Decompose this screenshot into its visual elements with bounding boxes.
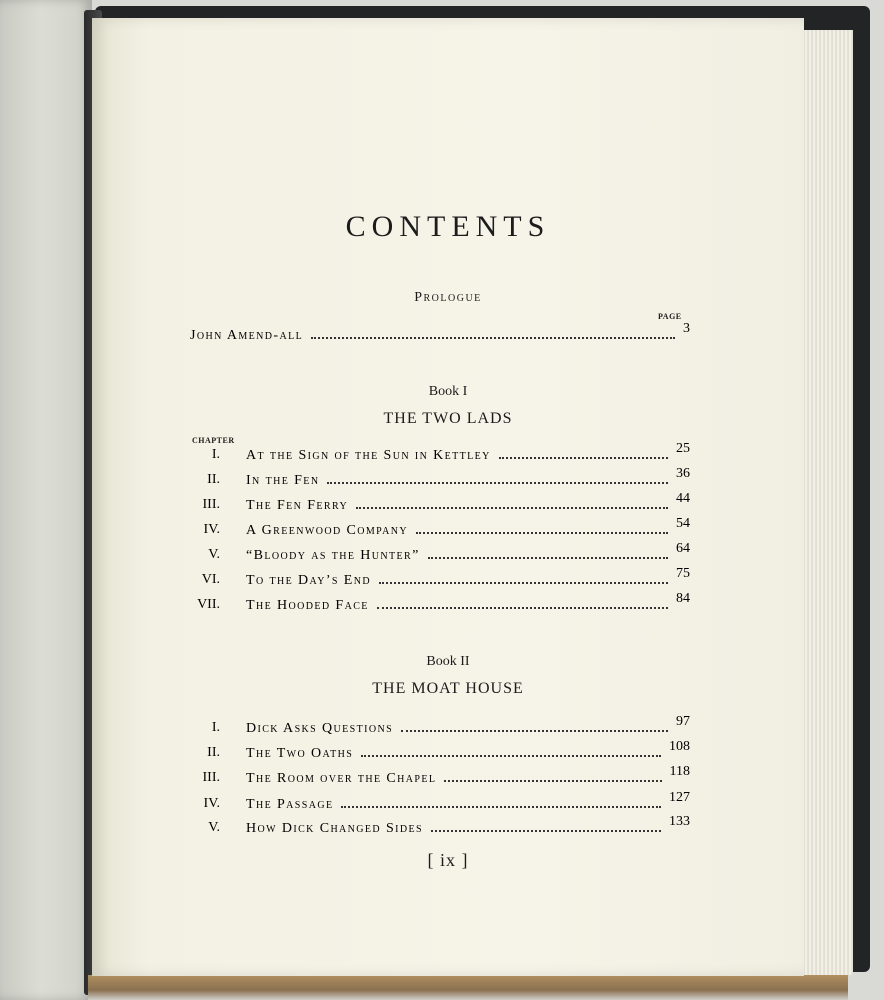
dot-leader [416,522,668,534]
page-number: 25 [676,441,690,456]
book-bottom-edge [88,975,848,1000]
chapter-title: A Greenwood Company [246,523,409,538]
chapter-numeral: I. [211,720,220,735]
chapter-numeral: V. [208,820,220,835]
dot-leader [377,597,668,609]
page-folio: [ ix ] [427,850,469,870]
dot-leader [401,720,668,732]
contents-title: CONTENTS [345,210,551,243]
page-column-label: PAGE [658,312,682,321]
page-number: 118 [669,764,690,779]
chapter-entry[interactable] [190,790,690,816]
book-number: Book I [428,384,468,399]
dot-leader [361,745,661,757]
chapter-title: Dick Asks Questions [246,721,394,736]
chapter-entry[interactable] [190,814,690,840]
chapter-entry[interactable] [190,466,690,492]
chapter-title: The Passage [246,797,334,812]
page-number: 3 [683,321,690,336]
chapter-entry[interactable] [190,566,690,592]
page-block-edges [800,30,853,975]
chapter-entry[interactable] [190,764,690,790]
chapter-numeral: IV. [203,796,220,811]
entry-title: John Amend-all [190,328,304,343]
chapter-entry[interactable] [190,591,690,617]
dot-leader [379,572,668,584]
chapter-entry[interactable] [190,491,690,517]
chapter-column-label: CHAPTER [192,436,235,445]
dot-leader [341,796,661,808]
chapter-numeral: II. [207,745,220,760]
page-number: 44 [676,491,690,506]
chapter-numeral: IV. [203,522,220,537]
dot-leader [444,770,661,782]
page-number: 84 [676,591,690,606]
page-number: 54 [676,516,690,531]
dot-leader [327,472,668,484]
chapter-numeral: III. [202,770,220,785]
chapter-entry[interactable] [190,541,690,567]
chapter-entry[interactable] [190,739,690,765]
chapter-title: To the Day’s End [246,573,371,588]
page-number: 108 [669,739,690,754]
chapter-numeral: I. [211,447,220,462]
dot-leader [499,447,668,459]
book-title: THE MOAT HOUSE [372,680,524,697]
chapter-title: In the Fen [246,473,320,488]
chapter-title: “Bloody as the Hunter” [246,548,420,563]
chapter-numeral: V. [208,547,220,562]
page-number: 97 [676,714,690,729]
facing-page [0,0,92,1000]
chapter-title: At the Sign of the Sun in Kettley [246,448,491,463]
chapter-title: The Room over the Chapel [246,771,437,786]
page-number: 64 [676,541,690,556]
chapter-entry[interactable] [190,714,690,740]
chapter-numeral: VI. [201,572,220,587]
prologue-heading: Prologue [414,290,482,305]
dot-leader [311,327,675,339]
page-number: 36 [676,466,690,481]
chapter-title: The Two Oaths [246,746,354,761]
book-title: THE TWO LADS [383,410,513,427]
chapter-entry[interactable] [190,516,690,542]
prologue-entry[interactable] [190,321,690,347]
chapter-title: The Hooded Face [246,598,369,613]
page-number: 127 [669,790,690,805]
chapter-numeral: VII. [197,597,220,612]
chapter-entry[interactable] [190,441,690,467]
dot-leader [431,820,661,832]
chapter-numeral: II. [207,472,220,487]
dot-leader [356,497,668,509]
page-number: 75 [676,566,690,581]
dot-leader [428,547,668,559]
chapter-numeral: III. [202,497,220,512]
book-number: Book II [426,654,470,669]
page-number: 133 [669,814,690,829]
chapter-title: The Fen Ferry [246,498,349,513]
chapter-title: How Dick Changed Sides [246,821,423,836]
